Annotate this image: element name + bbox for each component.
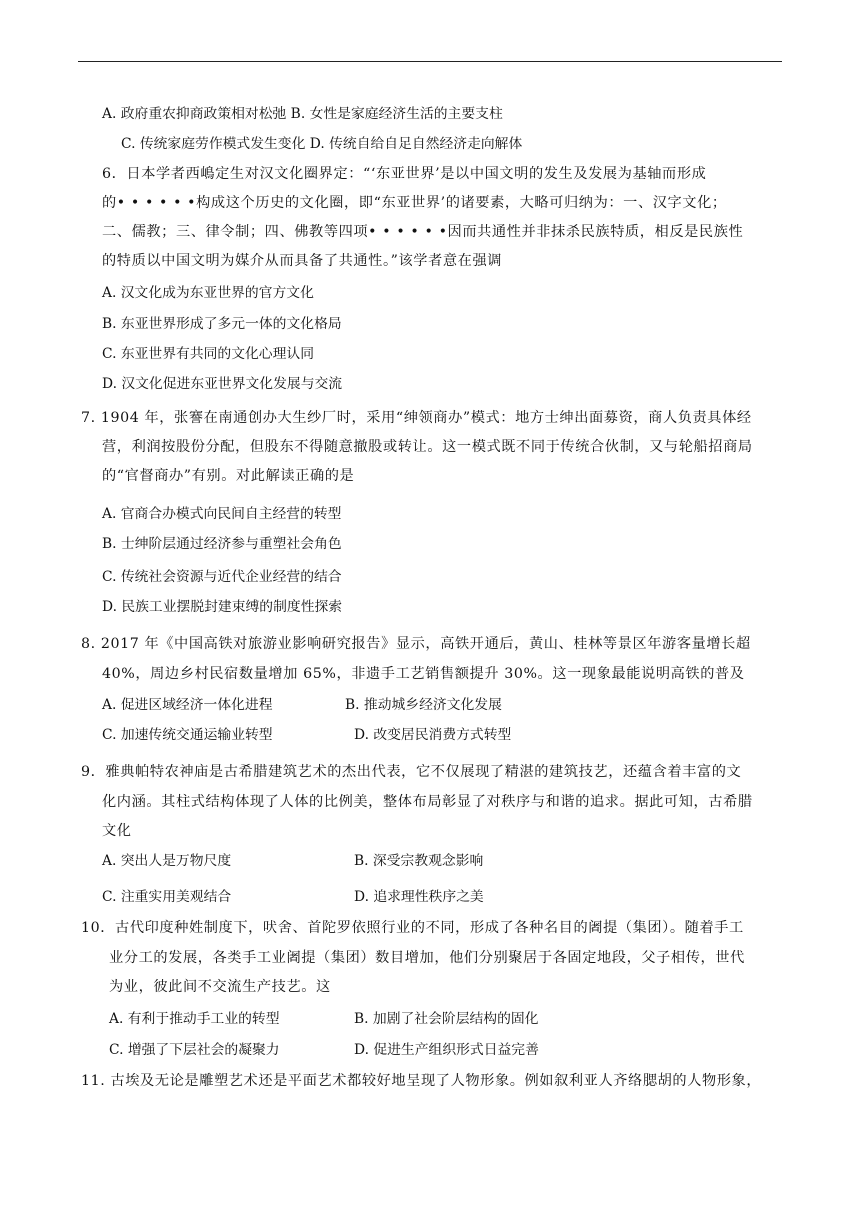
q6-option-b: B. 东亚世界形成了多元一体的文化格局 [102, 316, 342, 332]
q10-option-a: A. 有利于推动手工业的转型 [109, 1011, 280, 1027]
q7-option-d: D. 民族工业摆脱封建束缚的制度性探索 [102, 599, 343, 615]
q7-stem-line-1: 7. 1904 年，张謇在南通创办大生纱厂时，采用“绅领商办”模式：地方士绅出面募资，商人负责具体经 [81, 410, 752, 426]
q8-stem-line-1: 8. 2017 年《中国高铁对旅游业影响研究报告》显示，高铁开通后，黄山、桂林等景区年游客量增长超 [81, 636, 751, 652]
q6-stem-line-1: 6．日本学者西嶋定生对汉文化圈界定：“‘东亚世界’是以中国文明的发生及发展为基轴而形成 [102, 166, 707, 182]
q6-option-d: D. 汉文化促进东亚世界文化发展与交流 [102, 376, 343, 392]
q7-option-a: A. 官商合办模式向民间自主经营的转型 [102, 506, 342, 522]
q8-option-d: D. 改变居民消费方式转型 [354, 727, 512, 743]
q10-stem-line-2: 业分工的发展，各类手工业阇提（集团）数目增加，他们分别聚居于各固定地段，父子相传，世代 [109, 950, 745, 966]
q6-stem-line-4: 的特质以中国文明为媒介从而具备了共通性。”该学者意在强调 [102, 253, 503, 269]
q9-stem-line-3: 文化 [102, 823, 132, 839]
q9-option-a: A. 突出人是万物尺度 [102, 853, 232, 869]
q5-options-line-2: C. 传统家庭劳作模式发生变化 D. 传统自给自足自然经济走向解体 [121, 136, 523, 152]
q7-option-c: C. 传统社会资源与近代企业经营的结合 [102, 569, 342, 585]
header-rule [78, 61, 782, 62]
q11-stem-line-1: 11. 古埃及无论是雕塑艺术还是平面艺术都较好地呈现了人物形象。例如叙利亚人齐络腮胡的人物形象， [81, 1073, 762, 1089]
q6-stem-line-2: 的• • • • • •构成这个历史的文化圈，即“东亚世界’的诸要素，大略可归纳为：一、汉字文化； [102, 195, 727, 211]
q8-option-c: C. 加速传统交通运输业转型 [102, 727, 273, 743]
q9-stem-line-2: 化内涵。其柱式结构体现了人体的比例美，整体布局彰显了对秩序与和谐的追求。据此可知，古希腊 [102, 794, 753, 810]
q9-option-d: D. 追求理性秩序之美 [354, 889, 484, 905]
q9-option-c: C. 注重实用美观结合 [102, 889, 232, 905]
q8-option-a: A. 促进区域经济一体化进程 [102, 697, 273, 713]
q10-option-d: D. 促进生产组织形式日益完善 [354, 1042, 539, 1058]
q10-stem-line-1: 10．古代印度种姓制度下，吠舍、首陀罗依照行业的不同，形成了各种名目的阇提（集团）。随着手工 [81, 920, 744, 936]
q9-stem-line-1: 9．雅典帕特农神庙是古希腊建筑艺术的杰出代表，它不仅展现了精湛的建筑技艺，还蕴含着丰富的文 [81, 764, 742, 780]
q9-option-b: B. 深受宗教观念影响 [354, 853, 484, 869]
q7-stem-line-3: 的“官督商办”有别。对此解读正确的是 [102, 468, 355, 484]
q5-options-line-1: A. 政府重农抑商政策相对松弛 B. 女性是家庭经济生活的主要支柱 [102, 106, 503, 122]
q10-stem-line-3: 为业，彼此间不交流生产技艺。这 [109, 979, 331, 995]
q6-option-a: A. 汉文化成为东亚世界的官方文化 [102, 285, 314, 301]
q10-option-b: B. 加剧了社会阶层结构的固化 [354, 1011, 539, 1027]
q8-stem-line-2: 40%，周边乡村民宿数量增加 65%，非遗手工艺销售额提升 30%。这一现象最能说明高铁的普及 [102, 666, 745, 682]
q7-option-b: B. 士绅阶层通过经济参与重塑社会角色 [102, 536, 342, 552]
q6-stem-line-3: 二、儒教；三、律令制；四、佛教等四项• • • • • •因而共通性并非抹杀民族特质，相反是民族性 [102, 224, 744, 240]
q7-stem-line-2: 营，利润按股份分配，但股东不得随意撤股或转让。这一模式既不同于传统合伙制，又与轮船招商局 [102, 439, 753, 455]
q10-option-c: C. 增强了下层社会的凝聚力 [109, 1042, 280, 1058]
q6-option-c: C. 东亚世界有共同的文化心理认同 [102, 346, 314, 362]
q8-option-b: B. 推动城乡经济文化发展 [345, 697, 502, 713]
